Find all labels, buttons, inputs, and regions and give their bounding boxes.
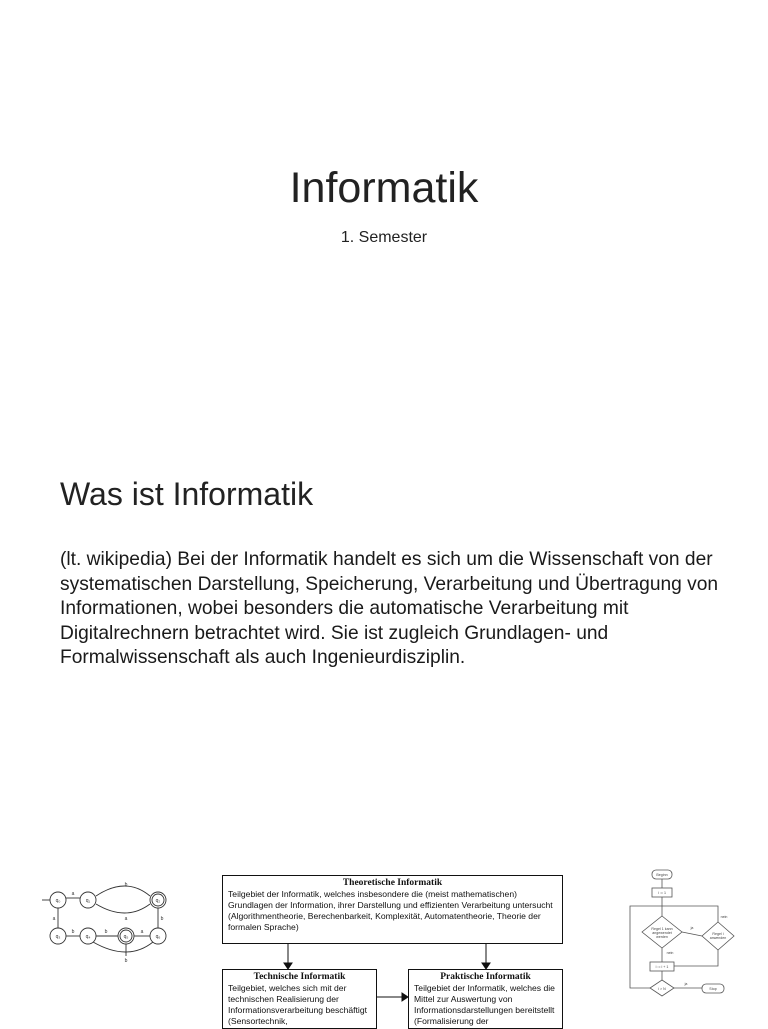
box-praktische-informatik [408, 969, 563, 1029]
box-theoretische-title: Theoretische Informatik [342, 878, 443, 888]
slide-body-definition: (lt. wikipedia) Bei der Informatik handelt es sich um die Wissenschaft von der systematischen Darstellung, Speicherung, Verarbeitung und Übertragung von Informationen, wobei besonders die automatische Verarbeitung mit Digitalrechnern betrachtet wird. Sie ist zugleich Grundlagen- und Formalwissenschaft als auch Ingenieurdisziplin. [60, 549, 719, 668]
svg-text:b: b [160, 916, 164, 922]
svg-text:a: a [71, 891, 75, 897]
svg-text:Regel 1 kann: Regel 1 kann [651, 927, 673, 931]
svg-text:Beginn: Beginn [656, 873, 668, 877]
slide-title-was-ist: Was ist Informatik [60, 476, 314, 512]
svg-text:i := i + 1: i := i + 1 [655, 965, 669, 969]
svg-text:angewendet: angewendet [652, 931, 672, 935]
svg-text:ja: ja [684, 982, 688, 986]
svg-text:q₁: q₁ [85, 898, 91, 904]
svg-text:nein: nein [666, 951, 674, 955]
svg-text:q₄: q₄ [85, 934, 91, 940]
box-technische-informatik [222, 969, 377, 1029]
svg-text:Regel i: Regel i [712, 932, 724, 936]
svg-text:anwenden: anwenden [709, 936, 727, 940]
svg-text:nein: nein [720, 915, 728, 919]
box-technische-title: Technische Informatik [253, 972, 346, 982]
svg-text:b: b [124, 882, 128, 888]
svg-text:a: a [52, 916, 56, 922]
svg-text:q₂: q₂ [155, 898, 161, 904]
svg-text:b: b [104, 929, 108, 935]
svg-text:q₃: q₃ [55, 934, 61, 940]
svg-text:a: a [140, 929, 144, 935]
automaton-diagram [38, 878, 176, 964]
svg-text:a: a [124, 916, 128, 922]
svg-text:i := 1: i := 1 [658, 891, 666, 895]
slide-title-informatik: Informatik [289, 164, 479, 212]
box-technische-text: Teilgebiet, welches sich mit der technischen Realisierung der Informationsverarbeitung beschäftigt (Sensortechnik, [228, 983, 368, 1026]
svg-text:q₅: q₅ [123, 934, 129, 940]
svg-text:ja: ja [690, 926, 694, 930]
svg-text:werden: werden [656, 935, 668, 939]
box-theoretische-text: Teilgebiet der Informatik, welches insbesondere die (meist mathematischen) Grundlagen der Information, ihrer Darstellung und effizienten Verarbeitung untersucht (Algorithmentheorie, Berechenbarkeit, Komplexität, Automatentheorie, Theorie der formalen Sprache) [228, 889, 553, 932]
svg-text:b: b [71, 929, 75, 935]
slide-subtitle-semester: 1. Semester [340, 229, 428, 246]
svg-text:q₀: q₀ [55, 898, 61, 904]
svg-text:i > N: i > N [658, 987, 666, 991]
svg-text:b: b [124, 958, 128, 964]
svg-text:Stop: Stop [709, 987, 717, 991]
box-theoretische-informatik [222, 875, 563, 944]
box-praktische-text: Teilgebiet der Informatik, welches die Mittel zur Auswertung von Informationsdarstellungen bereitstellt (Formalisierung der [414, 983, 555, 1026]
box-praktische-title: Praktische Informatik [440, 972, 531, 982]
flowchart-diagram [624, 866, 736, 998]
svg-text:q₆: q₆ [155, 934, 161, 940]
